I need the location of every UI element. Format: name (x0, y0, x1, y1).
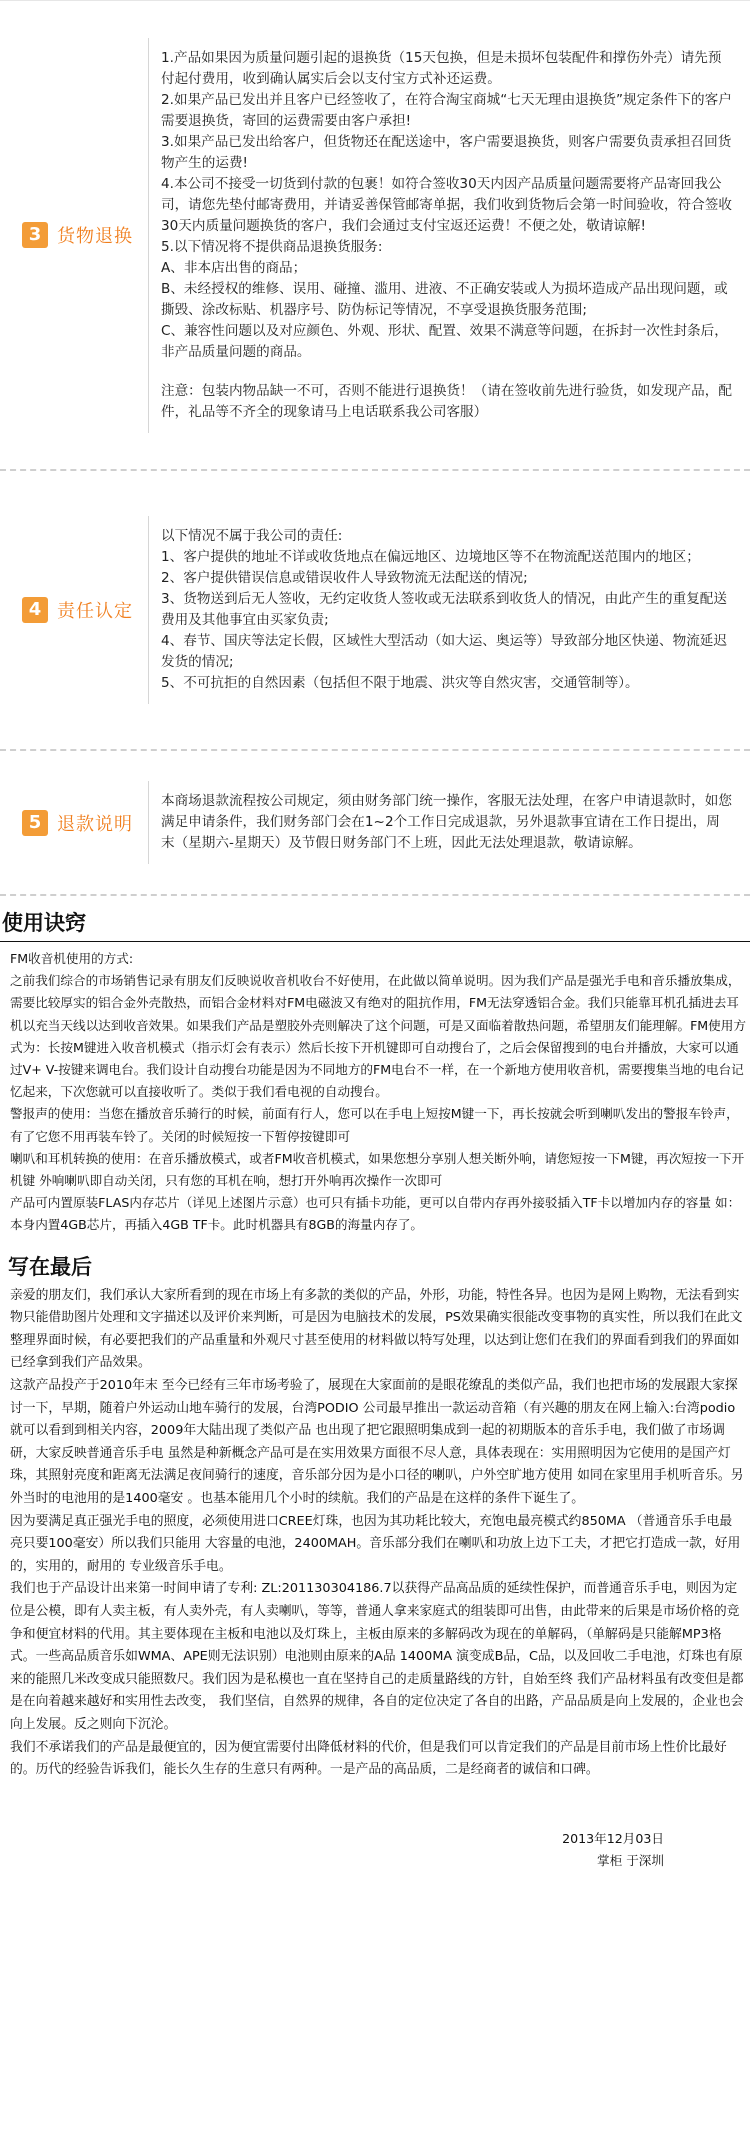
paragraph: 本商场退款流程按公司规定，须由财务部门统一操作，客服无法处理，在客户申请退款时，如您满足申请条件，我们财务部门会在1~2个工作日完成退款，另外退款事宜请在工作日提出，周末（星期六-星期天）及节假日财务部门不上班，因此无法处理退款，敬请谅解。 (161, 793, 732, 851)
policy-section-liability (0, 471, 750, 751)
paragraph: 2.如果产品已发出并且客户已经签收了，在符合淘宝商城“七天无理由退换货”规定条件下的客户需要退换货，寄回的运费需要由客户承担! (161, 91, 732, 129)
signature-block (0, 1828, 750, 1872)
paragraph: 我们也于产品设计出来第一时间申请了专利: ZL:201130304186.7以获得产品高品质的延续性保护，而普通音乐手电，则因为定位是公模，即有人卖主板，有人卖外壳，有人卖喇叭，等等，普通人拿来家庭式的组装即可出售，由此带来的后果是市场价格的竞争和便宜材料的代用。其主要体现在主板和电池以及灯珠上，主板由原来的多解码改为现在的单解码，（单解码是只能解MP3格式。一些高品质音乐如WMA、APE则无法识别）电池则由原来的A品 1400MA 演变成B品，C品，以及回收二手电池，灯珠也有原来的能照几米改变成只能照数尺。我们因为是私模也一直在坚持自己的走质量路线的方针，自始至终 我们产品材料虽有改变但是都是在向着越来越好和实用性去改变， 我们坚信，自然界的规律，各自的定位决定了各自的出路，产品品质是向上发展的，企业也会向上发展。反之则向下沉沦。 (10, 1581, 744, 1732)
section-header (0, 597, 148, 623)
section-body (148, 516, 750, 704)
policy-section-refund (0, 751, 750, 896)
after-sales-policy (0, 0, 750, 896)
paragraph: 3.如果产品已发出给客户，但货物还在配送途中，客户需要退换货，则客户需要负责承担召回货物产生的运费! (161, 133, 732, 171)
section-title: 退款说明 (57, 813, 133, 835)
paragraph: 产品可内置原装FLAS内存芯片（详见上述图片示意）也可只有插卡功能，更可以自带内存再外接驳插入TF卡以增加内存的容量 如：本身内置4GB芯片，再插入4GB TF卡。此时机器具有8GB的海量内存了。 (10, 1195, 741, 1233)
section-header (0, 222, 148, 248)
paragraph: 3、货物送到后无人签收，无约定收货人签收或无法联系到收货人的情况，由此产生的重复配送费用及其他事宜由买家负责; (161, 591, 727, 628)
paragraph: 1.产品如果因为质量问题引起的退换货（15天包换，但是未损坏包装配件和撑伤外壳）请先预付起付费用，收到确认属实后会以支付宝方式补还运费。 (161, 49, 722, 87)
paragraph: 5.以下情况将不提供商品退换货服务: (161, 238, 383, 255)
paragraph: 之前我们综合的市场销售记录有朋友们反映说收音机收台不好使用，在此做以简单说明。因为我们产品是强光手电和音乐播放集成，需要比较厚实的铝合金外壳散热，而铝合金材料对FM电磁波又有绝对的阻抗作用，FM无法穿透铝合金。我们只能靠耳机孔插进去耳机以充当天线以达到收音效果。如果我们产品是塑胶外壳则解决了这个问题，可是又面临着散热问题，希望朋友们能理解。FM使用方式为：长按M键进入收音机模式（指示灯会有表示）然后长按下开机键即可自动搜台了，之后会保留搜到的电台并播放，大家可以通过V+ V-按键来调电台。我们设计自动搜台功能是因为不同地方的FM电台不一样，在一个新地方使用收音机，需要搜集当地的电台记忆起来，下次您就可以直接收听了。类似于我们看电视的自动搜台。 (10, 973, 746, 1100)
paragraph: 喇叭和耳机转换的使用：在音乐播放模式，或者FM收音机模式，如果您想分享别人想关断外响，请您短按一下M键，再次短按一下开机键 外响喇叭即自动关闭，只有您的耳机在响，想打开外响再次操作一次即可 (10, 1150, 745, 1189)
paragraph: 以下情况不属于我公司的责任: (161, 528, 343, 544)
note-text: 注意：包装内物品缺一不可，否则不能进行退换货！（请在签收前先进行验货，如发现产品，配件，礼品等不齐全的现象请马上电话联系我公司客服） (161, 382, 732, 420)
paragraph: 4.本公司不接受一切货到付款的包裹！如符合签收30天内因产品质量问题需要将产品寄回我公司，请您先垫付邮寄费用，并请妥善保管邮寄单据，我们收到货物后会第一时间验收，符合签收30天内质量问题换货的客户，我们会通过支付宝返还运费！不便之处，敬请谅解! (161, 175, 732, 234)
section-number-badge: 4 (22, 597, 48, 623)
paragraph: 2、客户提供错误信息或错误收件人导致物流无法配送的情况; (161, 570, 528, 586)
paragraph: 这款产品投产于2010年末 至今已经有三年市场考验了，展现在大家面前的是眼花缭乱的类似产品，我们也把市场的发展跟大家探讨一下，早期，随着户外运动山地车骑行的发展，台湾PODIO 公司最早推出一款运动音箱（有兴趣的朋友在网上输入:台湾podio就可以看到到相关内容，2009年大陆出现了类似产品 也出现了把它跟照明集成到一起的初期版本的音乐手电，我们做了市场调研，大家反映普通音乐手电 虽然是种新概念产品可是在实用效果方面很不尽人意，具体表现在：实用照明因为它使用的是国产灯珠，其照射亮度和距离无法满足夜间骑行的速度，音乐部分因为是小口径的喇叭，户外空旷地方使用 如同在家里用手机听音乐。另外当时的电池用的是1400毫安 。也基本能用几个小时的续航。我们的产品是在这样的条件下诞生了。 (10, 1378, 744, 1506)
closing-content (0, 1285, 750, 1782)
paragraph: B、未经授权的维修、误用、碰撞、滥用、进液、不正确安装或人为损坏造成产品出现问题，或撕毁、涂改标贴、机器序号、防伪标记等情况，不享受退换货服务范围; (161, 280, 728, 318)
paragraph: 亲爱的朋友们，我们承认大家所看到的现在市场上有多款的类似的产品，外形，功能，特性各异。也因为是网上购物，无法看到实物只能借助图片处理和文字描述以及评价来判断，可是因为电脑技术的发展，PS效果确实很能改变事物的真实性，所以我们在此文整理界面时候，有必要把我们的产品重量和外观尺寸甚至使用的材料做以特写处理，以达到让您们在我们的界面看到我们的界面如已经拿到我们产品效果。 (10, 1287, 743, 1371)
closing-heading: 写在最后 (8, 1254, 92, 1279)
paragraph: 因为要满足真正强光手电的照度，必须使用进口CREE灯珠，也因为其功耗比较大，充饱电最亮模式约850MA （普通音乐手电最亮只要100毫安）所以我们只能用 大容量的电池，2400MAH。音乐部分我们在喇叭和功放上边下工夫，才把它打造成一款，好用的，实用的，耐用的 专业级音乐手电。 (10, 1513, 741, 1574)
section-title: 货物退换 (57, 226, 133, 247)
policy-section-returns (0, 1, 750, 471)
paragraph: 我们不承诺我们的产品是最便宜的，因为便宜需要付出降低材料的代价，但是我们可以肯定我们的产品是目前市场上性价比最好的。历代的经验告诉我们，能长久生存的生意只有两种。一是产品的高品质，二是经商者的诚信和口碑。 (10, 1739, 727, 1778)
paragraph: 1、客户提供的地址不详或收货地点在偏远地区、边境地区等不在物流配送范围内的地区； (161, 549, 700, 565)
section-number-badge: 3 (22, 222, 48, 248)
signature-name: 掌柜 于深圳 (597, 1852, 664, 1868)
paragraph: 警报声的使用：当您在播放音乐骑行的时候，前面有行人，您可以在手电上短按M键一下，再长按就会听到喇叭发出的警报车铃声，有了它您不用再装车铃了。关闭的时候短按一下暂停按键即可 (10, 1106, 739, 1144)
signature-date: 2013年12月03日 (562, 1830, 664, 1846)
section-header (0, 810, 148, 836)
section-number-badge: 5 (22, 810, 48, 836)
paragraph: 4、春节、国庆等法定长假，区域性大型活动（如大运、奥运等）导致部分地区快递、物流延迟发货的情况; (161, 633, 727, 670)
section-title: 责任认定 (57, 601, 133, 622)
usage-content (0, 942, 750, 1237)
paragraph: C、兼容性问题以及对应颜色、外观、形状、配置、效果不满意等问题，在拆封一次性封条后，非产品质量问题的商品。 (161, 322, 728, 360)
section-body (148, 38, 750, 433)
usage-heading: 使用诀窍 (0, 896, 750, 942)
paragraph: FM收音机使用的方式: (10, 951, 134, 966)
section-body (148, 781, 750, 864)
paragraph: 5、不可抗拒的自然因素（包括但不限于地震、洪灾等自然灾害，交通管制等）。 (161, 675, 639, 691)
paragraph: A、非本店出售的商品； (161, 259, 307, 276)
